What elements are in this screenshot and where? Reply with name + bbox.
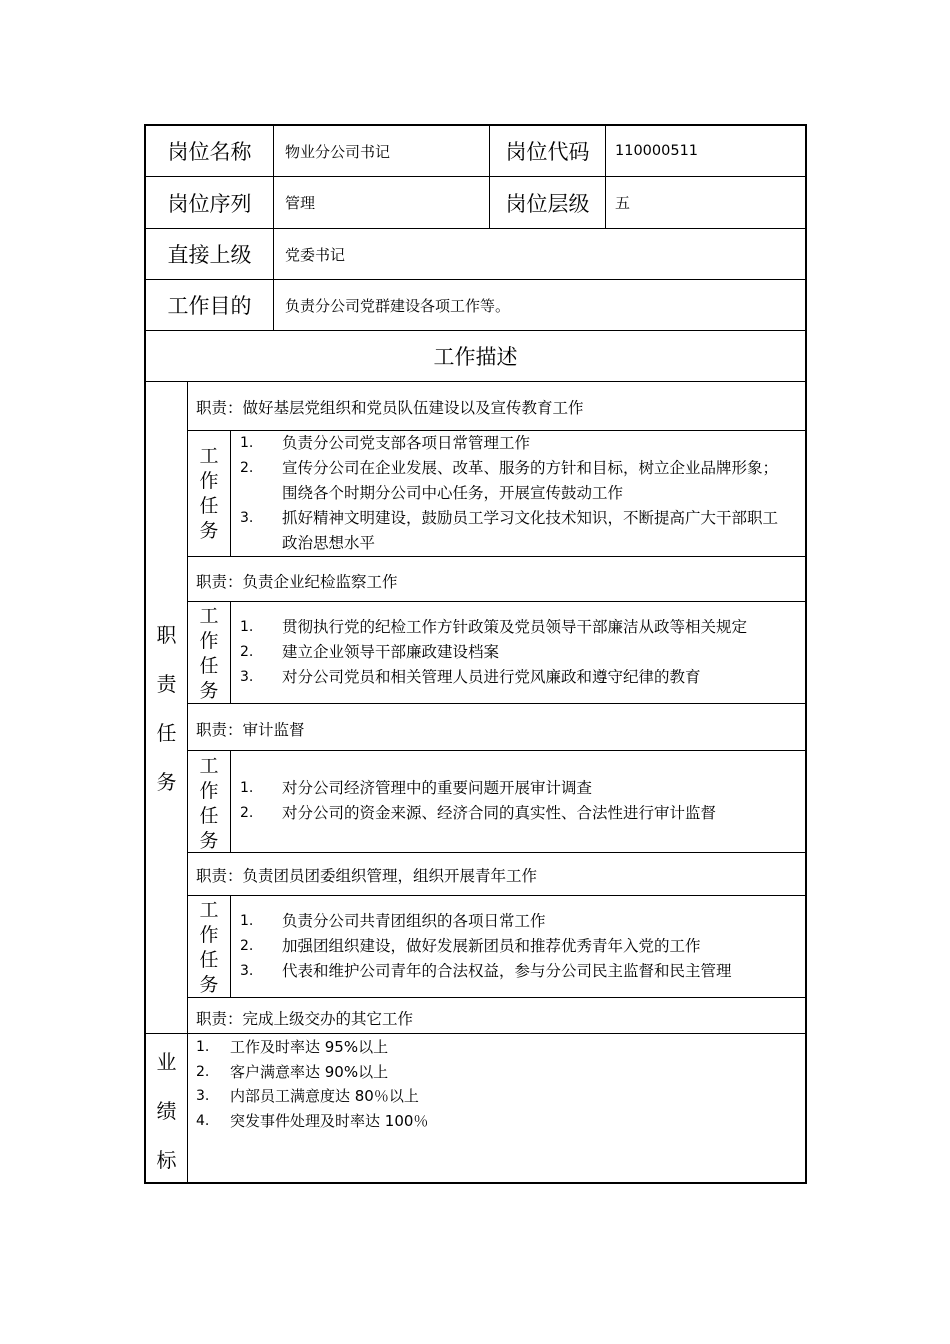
task-item bbox=[240, 431, 785, 456]
task-item bbox=[240, 801, 795, 826]
task-text: 加强团组织建设，做好发展新团员和推荐优秀青年入党的工作 bbox=[282, 937, 701, 955]
task-label-text: 工 作 任 务 bbox=[199, 605, 219, 702]
duty-title: 职责：做好基层党组织和党员队伍建设以及宣传教育工作 bbox=[196, 399, 584, 417]
position-name-value: 物业分公司书记 bbox=[285, 142, 391, 161]
task-text: 对分公司的资金来源、经济合同的真实性、合法性进行审计监督 bbox=[282, 804, 717, 822]
task-label-text: 工 作 任 务 bbox=[199, 755, 219, 852]
task-label bbox=[189, 604, 229, 704]
superior-label: 直接上级 bbox=[167, 243, 252, 267]
superior-value: 党委书记 bbox=[285, 245, 346, 264]
row-divider bbox=[144, 381, 807, 382]
duty-title: 职责：审计监督 bbox=[196, 721, 305, 739]
task-number: 3. bbox=[240, 963, 254, 979]
task-text: 负责分公司共青团组织的各项日常工作 bbox=[282, 912, 546, 930]
task-number: 1. bbox=[240, 913, 254, 929]
duty-title: 职责：完成上级交办的其它工作 bbox=[196, 1010, 414, 1028]
task-label-text: 工 作 任 务 bbox=[199, 445, 219, 542]
task-label bbox=[189, 754, 229, 854]
task-item bbox=[240, 776, 795, 801]
level-value: 五 bbox=[615, 194, 631, 212]
task-list bbox=[240, 431, 785, 556]
performance-text: 客户满意率达 90%以上 bbox=[230, 1062, 389, 1081]
performance-label-text: 业 绩 标 bbox=[156, 1050, 177, 1172]
task-item bbox=[240, 909, 795, 934]
position-code-value: 110000511 bbox=[615, 143, 699, 159]
task-text: 贯彻执行党的纪检工作方针政策及党员领导干部廉洁从政等相关规定 bbox=[282, 618, 748, 636]
performance-number: 3. bbox=[196, 1088, 210, 1104]
row-divider bbox=[187, 750, 807, 751]
performance-item bbox=[196, 1109, 428, 1134]
duty-title: 职责：负责团员团委组织管理，组织开展青年工作 bbox=[196, 867, 538, 885]
row-divider bbox=[187, 601, 807, 602]
task-text: 宣传分公司在企业发展、改革、服务的方针和目标，树立企业品牌形象；围绕各个时期分公司中心任务，开展宣传鼓动工作 bbox=[282, 459, 779, 502]
responsibility-label bbox=[146, 611, 187, 807]
position-name-label: 岗位名称 bbox=[167, 140, 252, 164]
task-text: 对分公司党员和相关管理人员进行党风廉政和遵守纪律的教育 bbox=[282, 668, 701, 686]
column-divider bbox=[230, 750, 231, 852]
task-list bbox=[240, 776, 795, 826]
task-number: 2. bbox=[240, 805, 254, 821]
column-divider bbox=[230, 601, 231, 703]
description-title: 工作描述 bbox=[433, 345, 518, 369]
performance-list bbox=[196, 1035, 428, 1133]
row-divider bbox=[187, 852, 807, 853]
performance-number: 2. bbox=[196, 1063, 210, 1080]
task-text: 负责分公司党支部各项日常管理工作 bbox=[282, 434, 531, 452]
performance-label bbox=[146, 1038, 187, 1185]
performance-text: 工作及时率达 95%以上 bbox=[230, 1038, 389, 1056]
task-text: 抓好精神文明建设，鼓励员工学习文化技术知识，不断提高广大干部职工政治思想水平 bbox=[282, 509, 779, 552]
task-label-text: 工 作 任 务 bbox=[199, 899, 219, 996]
task-text: 代表和维护公司青年的合法权益，参与分公司民主监督和民主管理 bbox=[282, 962, 732, 980]
task-number: 3. bbox=[240, 669, 254, 685]
task-item bbox=[240, 959, 795, 984]
task-item bbox=[240, 506, 785, 556]
task-label bbox=[189, 898, 229, 998]
performance-text: 内部员工满意度达 80％以上 bbox=[230, 1087, 419, 1105]
task-text: 对分公司经济管理中的重要问题开展审计调查 bbox=[282, 779, 593, 797]
task-list bbox=[240, 909, 795, 984]
duty-title: 职责：负责企业纪检监察工作 bbox=[196, 573, 398, 591]
column-divider bbox=[187, 381, 188, 1184]
purpose-label: 工作目的 bbox=[167, 294, 252, 318]
performance-item bbox=[196, 1060, 428, 1085]
sequence-value: 管理 bbox=[285, 194, 316, 212]
column-divider bbox=[273, 124, 274, 330]
task-item bbox=[240, 456, 785, 506]
task-item bbox=[240, 934, 795, 959]
performance-text: 突发事件处理及时率达 100％ bbox=[230, 1111, 429, 1130]
row-divider bbox=[144, 1033, 807, 1034]
performance-item bbox=[196, 1035, 428, 1060]
task-number: 1. bbox=[240, 619, 254, 635]
column-divider bbox=[230, 430, 231, 556]
task-label bbox=[189, 444, 229, 544]
column-divider bbox=[230, 895, 231, 997]
level-label: 岗位层级 bbox=[505, 191, 590, 216]
performance-number: 4. bbox=[196, 1112, 210, 1129]
task-number: 2. bbox=[240, 938, 254, 954]
row-divider bbox=[187, 556, 807, 557]
task-text: 建立企业领导干部廉政建设档案 bbox=[282, 643, 500, 661]
task-item bbox=[240, 615, 795, 640]
task-number: 3. bbox=[240, 510, 254, 526]
row-divider bbox=[187, 895, 807, 896]
task-list bbox=[240, 615, 795, 690]
purpose-value: 负责分公司党群建设各项工作等。 bbox=[285, 296, 511, 315]
performance-item bbox=[196, 1084, 428, 1109]
sequence-label: 岗位序列 bbox=[167, 191, 252, 216]
row-divider bbox=[187, 703, 807, 704]
performance-number: 1. bbox=[196, 1039, 210, 1055]
column-divider bbox=[605, 124, 606, 228]
task-number: 2. bbox=[240, 460, 254, 476]
task-number: 1. bbox=[240, 435, 254, 451]
row-divider bbox=[187, 997, 807, 998]
task-item bbox=[240, 640, 795, 665]
responsibility-label-text: 职 责 任 务 bbox=[156, 623, 177, 794]
task-number: 1. bbox=[240, 780, 254, 796]
position-code-label: 岗位代码 bbox=[505, 140, 590, 164]
task-item bbox=[240, 665, 795, 690]
task-number: 2. bbox=[240, 644, 254, 660]
